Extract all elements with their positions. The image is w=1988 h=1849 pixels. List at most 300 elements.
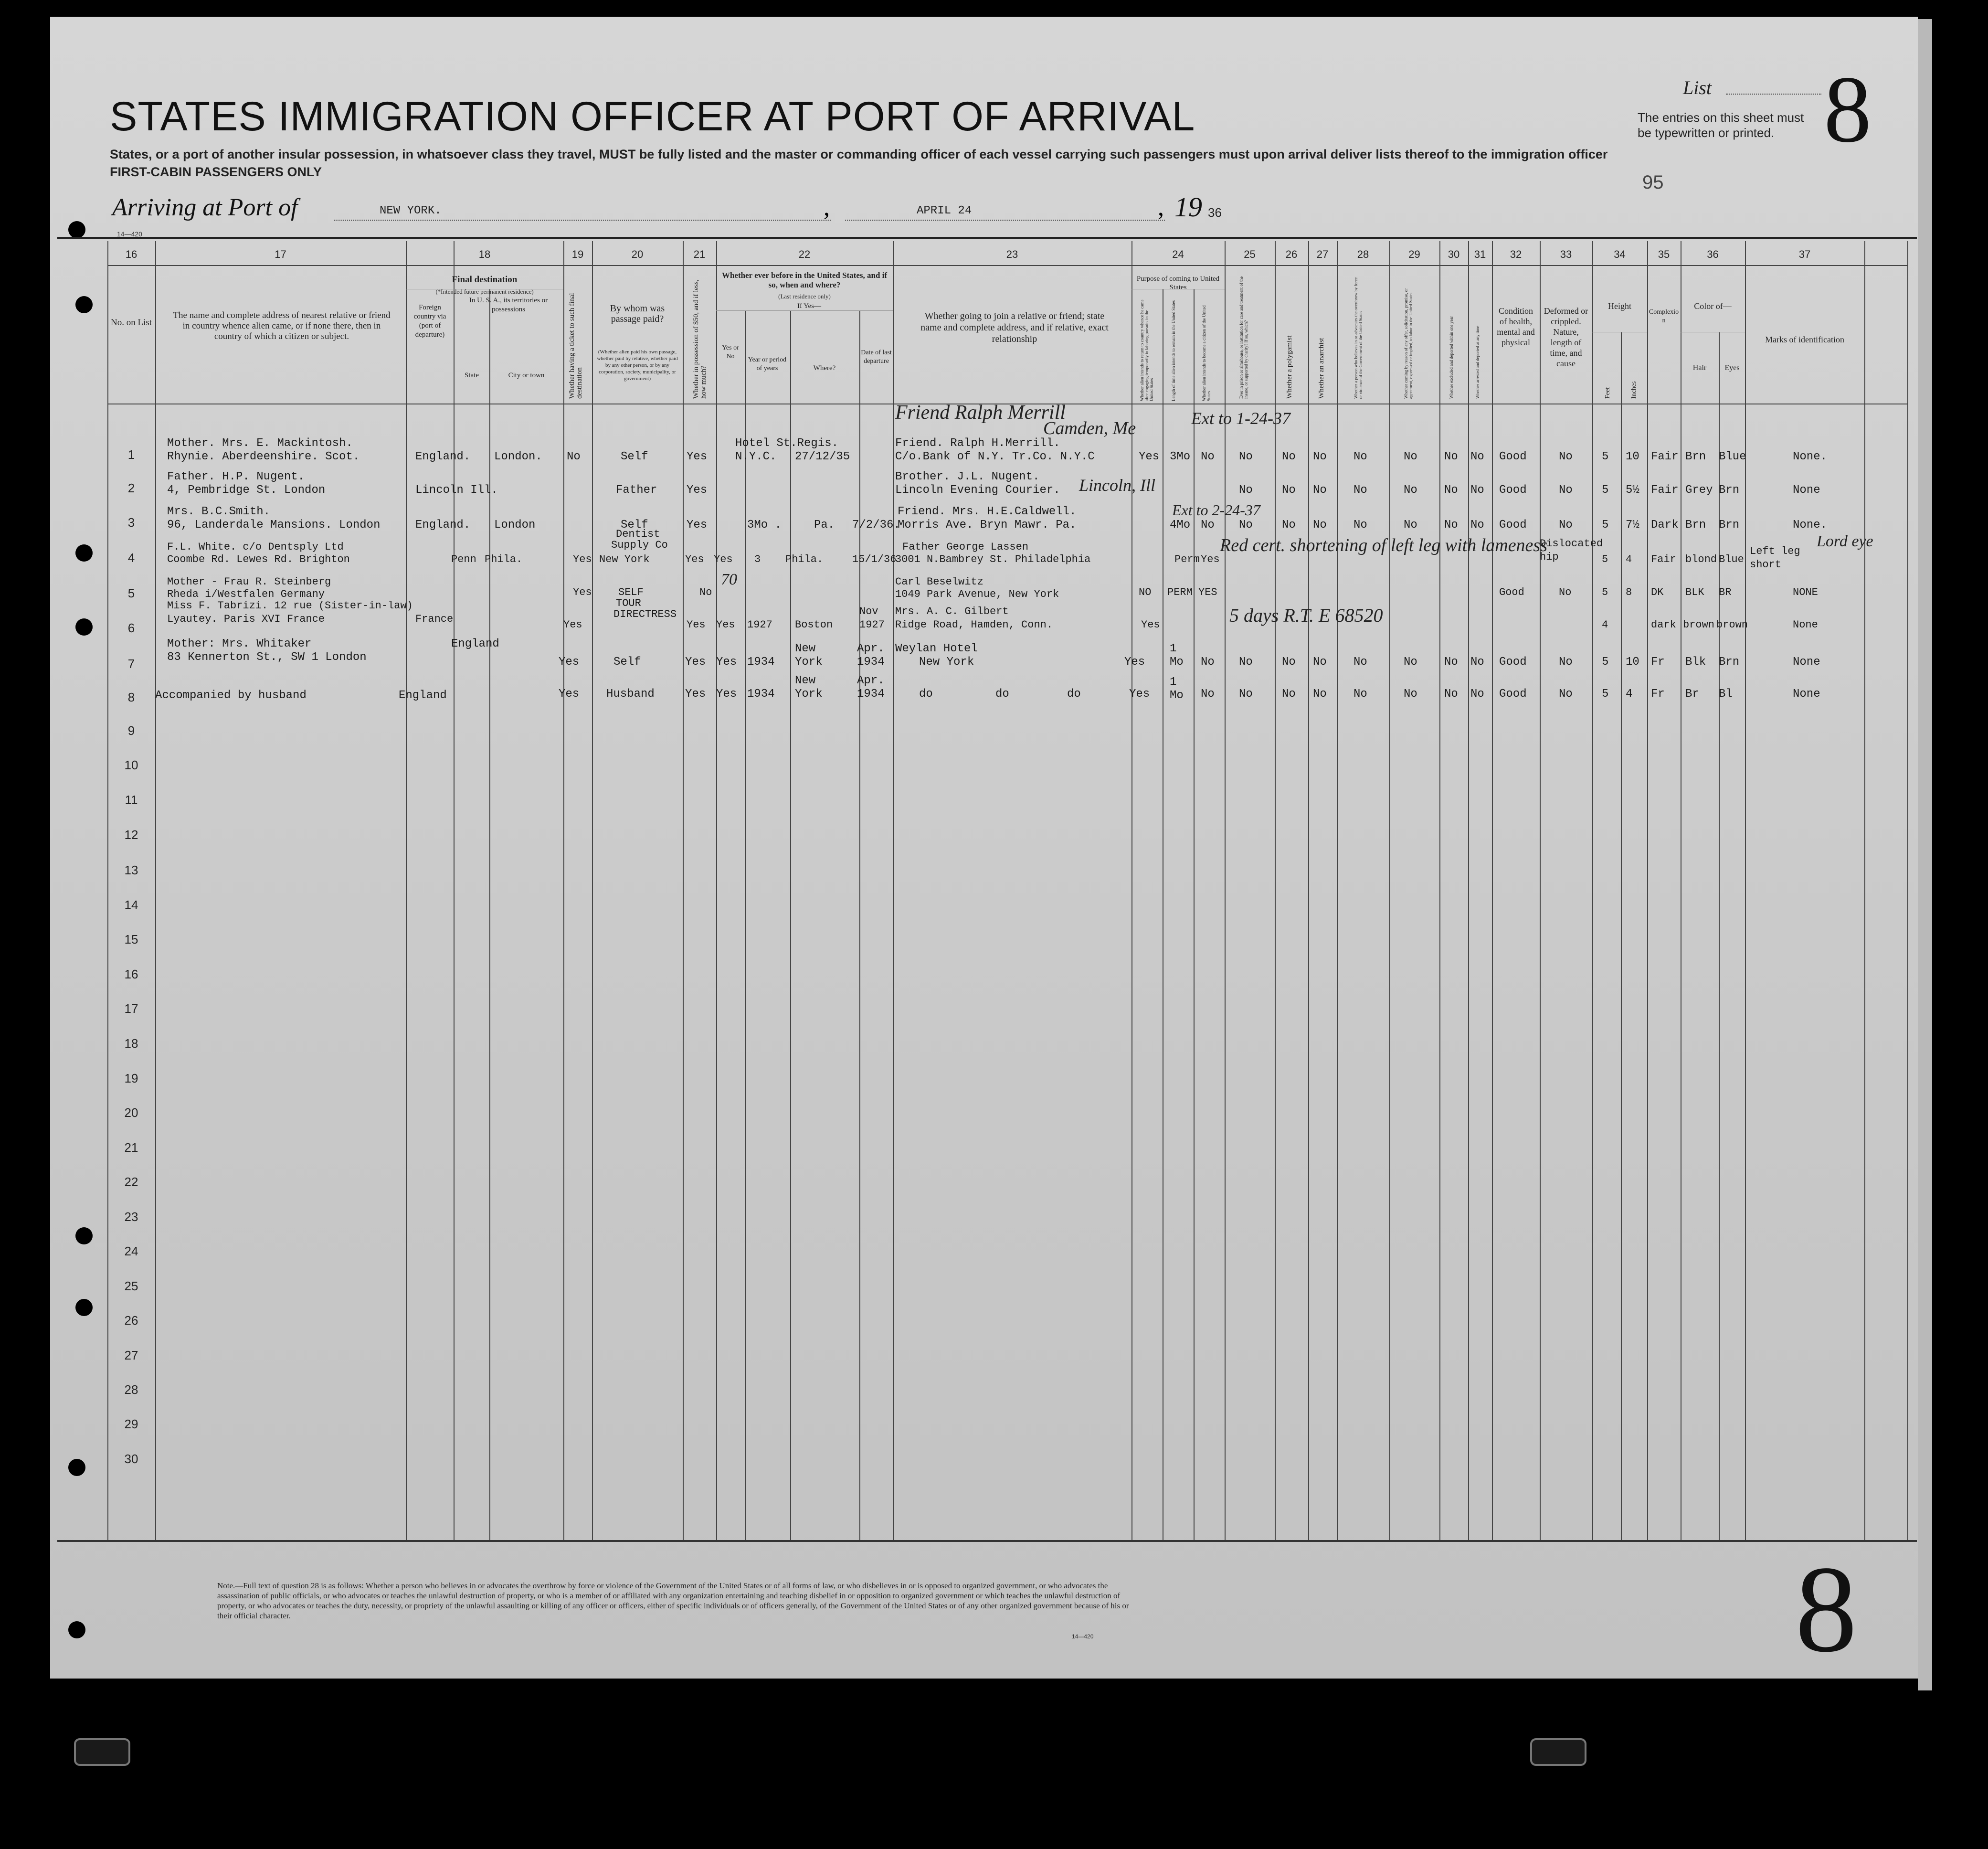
col-rule — [406, 241, 407, 1540]
cell-joining-address: Ridge Road, Hamden, Conn. — [895, 619, 1053, 631]
cell-relative-address: 96, Landerdale Mansions. London — [167, 519, 381, 531]
row-number: 14 — [124, 898, 138, 912]
cell-deported: No — [1470, 519, 1484, 531]
cell-overthrow: No — [1354, 688, 1367, 701]
row-number: 10 — [124, 758, 138, 772]
stamp-number: 95 — [1642, 172, 1664, 193]
cell-relative-address: 4, Pembridge St. London — [167, 484, 326, 497]
handwritten-lincoln: Lincoln, Ill — [1079, 476, 1155, 495]
cell-height-inches: 5½ — [1626, 484, 1639, 497]
cell-height-feet: 5 — [1602, 688, 1609, 701]
cell-complexion: dark — [1651, 619, 1676, 631]
cell-eyes: Brn — [1719, 656, 1740, 669]
cell-marks: None. — [1793, 519, 1828, 531]
cell-height-inches: 8 — [1626, 586, 1632, 598]
cell-passage-paid: Self — [621, 450, 648, 463]
column-number: 34 — [1614, 248, 1626, 260]
cell-complexion: Fair — [1651, 450, 1679, 463]
entries-note-line: be typewritten or printed. — [1638, 126, 1775, 140]
col-37-header: Marks of identification — [1765, 335, 1844, 344]
cell-height-feet: 5 — [1602, 484, 1609, 497]
cell-joining-address: C/o.Bank of N.Y. Tr.Co. N.Y.C — [895, 450, 1095, 463]
cell-health: Good — [1499, 450, 1527, 463]
col-17-header: The name and complete address of nearest relative or friend in country whence alien came, or if none there, then in country of which a citizen or subject. — [173, 310, 391, 341]
cell-passage-paid: Husband — [606, 688, 655, 701]
column-number: 19 — [571, 248, 584, 260]
col-22-yesno: Yes or No — [722, 344, 739, 360]
col-22-period: Year or period of years — [748, 356, 787, 372]
col-22-date: Date of last departure — [861, 349, 892, 365]
col-34-title: Height — [1608, 301, 1631, 311]
cell-relative-name: Mother. Mrs. E. Mackintosh. — [167, 437, 353, 450]
cell-height-feet: 5 — [1602, 519, 1609, 531]
cell-height-feet: 5 — [1602, 586, 1608, 598]
col-19-header: Whether having a ticket to such final destination — [568, 293, 583, 399]
col-rule — [859, 310, 860, 1540]
cell-polygamist: No — [1282, 688, 1296, 701]
cell-purpose-return: Yes — [1139, 450, 1160, 463]
form-code: 14—420 — [117, 230, 142, 238]
list-label: List — [1683, 77, 1712, 98]
footnote-form-code: 14—420 — [1072, 1633, 1094, 1640]
cell-ticket: Yes — [559, 688, 580, 701]
col-18-city: City or town — [508, 372, 545, 379]
cell-deported: No — [1470, 484, 1484, 497]
cell-money: Yes — [687, 619, 706, 631]
cell-marks: None — [1793, 656, 1820, 669]
handwritten-mark: Lord eye — [1817, 532, 1873, 550]
cell-deported: No — [1470, 688, 1484, 701]
column-number: 20 — [631, 248, 644, 260]
col-rule — [683, 241, 684, 1540]
cell-eyes: brown — [1716, 619, 1748, 631]
cell-joining: Carl Beselwitz — [895, 576, 983, 588]
row-number: 20 — [124, 1105, 138, 1120]
cell-complexion: Fair — [1651, 553, 1676, 565]
cell-joining: do — [919, 688, 933, 701]
cell-excluded: No — [1444, 688, 1458, 701]
header-subrule — [716, 310, 893, 311]
cell-purpose-return: Yes — [1129, 688, 1150, 701]
page-title: STATES IMMIGRATION OFFICER AT PORT OF ARRIVAL — [110, 94, 1195, 139]
cell-passage-paid-detail: Supply Co — [611, 539, 668, 551]
cell-relative-address: Rheda i/Westfalen Germany — [167, 588, 325, 600]
cell-purpose-citizen: Yes — [1201, 553, 1220, 565]
port-value: NEW YORK. — [380, 204, 442, 217]
cell-overthrow: No — [1354, 450, 1367, 463]
cell-anarchist: No — [1313, 519, 1327, 531]
cell-prev-date: 7/2/36. — [852, 519, 900, 531]
punch-hole — [68, 221, 85, 238]
cell-deformed: No — [1559, 519, 1573, 531]
cell-joining: Mrs. A. C. Gilbert — [895, 606, 1009, 617]
column-number: 23 — [1006, 248, 1018, 260]
cell-joining: Friend. Mrs. H.E.Caldwell. — [898, 505, 1077, 518]
cell-prev-yesno: Yes — [716, 619, 735, 631]
row-number: 15 — [124, 932, 138, 946]
handwritten-extension: Ext to 1-24-37 — [1191, 409, 1290, 428]
cell-money: Yes — [687, 484, 708, 497]
cell-purpose-return: Yes — [1141, 619, 1160, 631]
cell-foreign-country: England — [399, 689, 447, 702]
cell-deported: No — [1470, 450, 1484, 463]
cell-passage-paid: Self — [621, 519, 648, 531]
cell-relative-name: F.L. White. c/o Dentsply Ltd — [167, 541, 344, 553]
cell-purpose-return: Yes — [1124, 656, 1145, 669]
cell-eyes: Blue — [1719, 553, 1744, 565]
film-clip — [74, 1738, 130, 1766]
col-34-feet: Feet — [1604, 387, 1611, 399]
row-number: 9 — [127, 723, 135, 738]
cell-prev-yesno: Yes — [714, 553, 733, 565]
col-22-title: Whether ever before in the United States, and if so, when and where? — [721, 271, 888, 289]
page-subtitle-class: FIRST-CABIN PASSENGERS ONLY — [110, 165, 322, 179]
footnote: Note.—Full text of question 28 is as follows: Whether a person who believes in or advocates the overthrow by force or violence of the Government of the United States or of all forms of law, or who disbelieves in or is opposed to organized government, or who advocates the assassination of public officials, or who advocates or teaches the unlawful destruction of property, or who is a member of or affiliated with any organization entertaining and teaching disbelief in or opposition to organized government or which teaches the unlawful destruction of property, or who advocates or teaches the duty, necessity, or propriety of the unlawful assaulting or killing of any officer or officers, either of specific individuals or of officers generally, of the Government of the United States or of any other organized government because of his or their official character. — [217, 1581, 1129, 1620]
cell-joining-address: 1049 Park Avenue, New York — [895, 588, 1059, 600]
col-32-header: Condition of health, mental and physical — [1497, 306, 1535, 347]
cell-health: Good — [1499, 656, 1527, 669]
col-20-subheader: (Whether alien paid his own passage, whether paid by relative, whether paid by any other person, or by any corporation, society, municipality, or government) — [597, 349, 678, 382]
row-number: 7 — [127, 657, 135, 671]
cell-foreign-country: France — [415, 613, 454, 625]
row-number: 16 — [124, 967, 138, 981]
col-rule — [454, 241, 455, 1540]
handwritten-certificate-number: 5 days R.T. E 68520 — [1229, 605, 1383, 626]
entries-note — [1638, 110, 1804, 140]
cell-relative-name: Mother: Mrs. Whitaker — [167, 638, 312, 650]
column-number: 16 — [125, 248, 137, 260]
column-number: 27 — [1316, 248, 1329, 260]
cell-prev-date: Nov 1927 — [859, 606, 885, 631]
cell-deformed: Dislocated hip — [1540, 538, 1603, 563]
cell-relative-address: 83 Kennerton St., SW 1 London — [167, 651, 367, 664]
cell-relative-address: Rhynie. Aberdeenshire. Scot. — [167, 450, 360, 463]
col-30-header: Whether excluded and deported within one year — [1449, 316, 1454, 399]
cell-excluded: No — [1444, 519, 1458, 531]
col-rule — [1719, 332, 1720, 1540]
cell-prev-period: 3Mo . — [747, 519, 782, 531]
list-underline — [1726, 94, 1821, 95]
punch-hole — [75, 618, 93, 636]
col-rule — [563, 241, 564, 1540]
year-suffix: 36 — [1208, 205, 1222, 220]
col-rule — [155, 241, 156, 1540]
cell-prev-date: 15/1/36 — [852, 553, 897, 565]
col-rule — [107, 241, 108, 1540]
film-clip — [1530, 1738, 1586, 1766]
cell-joining-address: 3001 N.Bambrey St. Philadelphia — [895, 553, 1091, 565]
cell-height-inches: 10 — [1626, 450, 1639, 463]
cell-money: Yes — [685, 656, 706, 669]
column-number: 22 — [798, 248, 811, 260]
year-prefix: 19 — [1174, 191, 1202, 223]
col-rule — [1308, 241, 1309, 1540]
list-number: 8 — [1824, 57, 1872, 162]
cell-deformed: No — [1559, 688, 1573, 701]
row-number: 17 — [124, 1001, 138, 1016]
row-number: 27 — [124, 1348, 138, 1362]
cell-polygamist: No — [1282, 450, 1296, 463]
cell-polygamist: No — [1282, 484, 1296, 497]
row-number: 23 — [124, 1210, 138, 1224]
column-number: 21 — [693, 248, 706, 260]
col-rule — [1621, 332, 1622, 1540]
cell-prev-where: New York — [795, 674, 823, 701]
row-number: 26 — [124, 1313, 138, 1328]
cell-passage-paid: New York — [599, 553, 650, 565]
cell-eyes: Brn — [1719, 519, 1740, 531]
row-number: 25 — [124, 1279, 138, 1293]
cell-deformed: No — [1559, 656, 1573, 669]
column-number: 30 — [1448, 248, 1460, 260]
row-number: 8 — [127, 690, 135, 704]
cell-relative-name: Mother - Frau R. Steinberg — [167, 576, 331, 588]
cell-marks: None — [1793, 619, 1818, 631]
cell-joining: Father George Lassen — [902, 541, 1029, 553]
cell-prev-date: Apr. 1934 — [857, 674, 885, 701]
cell-prev-where: N.Y.C. — [735, 450, 777, 463]
col-26-header: Whether a polygamist — [1286, 335, 1293, 399]
cell-complexion: Fair — [1651, 484, 1679, 497]
cell-ticket: Yes — [563, 619, 582, 631]
col-27-header: Whether an anarchist — [1318, 338, 1325, 399]
col-22-ifyes: If Yes— — [797, 302, 821, 310]
cell-passage-paid-detail: TOUR — [616, 597, 641, 609]
col-28-header: Whether a person who believes in or advocates the overthrow by force or violence of the Government of the United States — [1354, 277, 1363, 399]
cell-excluded: No — [1444, 450, 1458, 463]
cell-hair: Brn — [1685, 450, 1706, 463]
row-number: 24 — [124, 1244, 138, 1258]
handwritten-friend: Friend Ralph Merrill — [895, 402, 1066, 424]
cell-joining-address: Lincoln Evening Courier. — [895, 484, 1060, 497]
col-24-length: Length of time alien intends to remain in the United States — [1171, 300, 1176, 401]
cell-prev-where: Hotel St.Regis. — [735, 437, 839, 450]
column-number: 36 — [1707, 248, 1719, 260]
cell-labor-offer: No — [1404, 450, 1417, 463]
cell-height-inches: 7½ — [1626, 519, 1639, 531]
col-rule — [1540, 241, 1541, 1540]
col-31-header: Whether arrested and deported at any time — [1475, 326, 1480, 399]
cell-deformed: No — [1559, 484, 1573, 497]
handwritten-camden: Camden, Me — [1043, 418, 1136, 438]
col-rule — [1468, 241, 1469, 1540]
col-22-where: Where? — [813, 364, 836, 372]
cell-height-feet: 5 — [1602, 656, 1609, 669]
column-number: 18 — [478, 248, 491, 260]
cell-hair: Brn — [1685, 519, 1706, 531]
punch-hole — [68, 1621, 85, 1638]
cell-city: London — [494, 519, 536, 531]
cell-prison: No — [1239, 519, 1253, 531]
cell-deformed: No — [1559, 586, 1572, 598]
cell-foreign-country: England. — [415, 450, 471, 463]
cell-hair: Br — [1685, 688, 1699, 701]
row-number: 29 — [124, 1417, 138, 1431]
col-24-return: Whether alien intends to return to country whence he came after engaging temporarily in laboring pursuits in the United States — [1140, 299, 1154, 401]
cell-marks: NONE — [1793, 586, 1818, 598]
cell-purpose-length: 3Mo — [1170, 450, 1191, 463]
row-number: 21 — [124, 1140, 138, 1155]
row-number: 30 — [124, 1452, 138, 1466]
punch-hole — [75, 544, 93, 562]
cell-hair: brown — [1683, 619, 1715, 631]
cell-prev-period: 3 — [754, 553, 761, 565]
date-underline — [845, 220, 1165, 221]
cell-prev-period: 1934 — [747, 688, 775, 701]
row-number: 6 — [127, 621, 135, 635]
col-rule — [1492, 241, 1493, 1540]
column-number: 17 — [275, 248, 286, 260]
cell-purpose-citizen: No — [1201, 688, 1215, 701]
row-number: 4 — [127, 551, 135, 565]
cell-joining-address: Morris Ave. Bryn Mawr. Pa. — [898, 519, 1077, 531]
col-29-header: Whether coming by reason of any offer, solicitation, promise, or agreement, expressed or implied, to labor in the United States — [1404, 288, 1413, 399]
cell-city: London. — [494, 450, 542, 463]
cell-purpose-length: Perm — [1174, 553, 1200, 565]
col-35-header: Complexion — [1649, 308, 1679, 324]
cell-eyes: Bl — [1719, 688, 1733, 701]
cell-labor-offer: No — [1404, 484, 1417, 497]
page-subtitle: States, or a port of another insular possession, in whatsoever class they travel, MUST be fully listed and the master or commanding officer of each vessel carrying such passengers must upon arrival deliver lists thereof to the immigration officer — [110, 147, 1608, 161]
cell-ticket: Yes — [573, 553, 592, 565]
cell-purpose-length: PERM — [1167, 586, 1193, 598]
cell-purpose-citizen: No — [1201, 450, 1215, 463]
port-underline — [334, 220, 831, 221]
cell-state: Lincoln Ill. — [415, 484, 498, 497]
cell-complexion: Fr — [1651, 656, 1665, 669]
cell-prison: No — [1239, 656, 1253, 669]
cell-money: Yes — [685, 553, 704, 565]
cell-ticket: No — [567, 450, 581, 463]
comma: , — [824, 194, 830, 221]
col-16-header: No. on List — [110, 318, 152, 328]
row-number: 1 — [127, 447, 135, 462]
cell-deported: No — [1470, 656, 1484, 669]
cell-complexion: Dark — [1651, 519, 1679, 531]
cell-labor-offer: No — [1404, 519, 1417, 531]
row-number: 13 — [124, 863, 138, 877]
cell-hair: Grey — [1685, 484, 1713, 497]
col-21-header: Whether in possession of $50, and if less, how much? — [692, 279, 708, 399]
cell-money: Yes — [687, 450, 708, 463]
cell-passage-paid: Father — [616, 484, 657, 497]
cell-health: Good — [1499, 586, 1524, 598]
cell-marks: None — [1793, 688, 1820, 701]
row-number: 5 — [127, 586, 135, 600]
cell-prev-period: 1934 — [747, 656, 775, 669]
col-rule — [893, 241, 894, 1540]
cell-health: Good — [1499, 688, 1527, 701]
row-number: 18 — [124, 1036, 138, 1051]
cell-passage-paid: DIRECTRESS — [613, 608, 677, 620]
col-rule — [716, 241, 717, 1540]
handwritten-extension: Ext to 2-24-37 — [1172, 501, 1260, 519]
column-number: 35 — [1658, 248, 1670, 260]
col-36-hair: Hair — [1692, 364, 1707, 372]
cell-prev-where: Pa. — [814, 519, 835, 531]
entries-note-line: The entries on this sheet must — [1638, 110, 1804, 125]
cell-labor-offer: No — [1404, 656, 1417, 669]
col-rule — [1647, 241, 1648, 1540]
col-18-foreign: Foreign country via (port of departure) — [413, 304, 446, 339]
cell-joining: Brother. J.L. Nugent. — [895, 470, 1040, 483]
cell-overthrow: No — [1354, 656, 1367, 669]
header-rule — [57, 237, 1917, 239]
cell-anarchist: No — [1313, 484, 1327, 497]
cell-relative-name: Mrs. B.C.Smith. — [167, 505, 271, 518]
cell-purpose-citizen: YES — [1198, 586, 1217, 598]
cell-passage-paid: Self — [613, 656, 641, 669]
column-number: 24 — [1172, 248, 1184, 260]
row-number: 12 — [124, 828, 138, 842]
column-number: 25 — [1244, 248, 1256, 260]
cell-prev-yesno: Yes — [716, 688, 737, 701]
cell-height-feet: 5 — [1602, 553, 1608, 565]
column-number: 28 — [1357, 248, 1369, 260]
cell-prev-where: Phila. — [785, 553, 824, 565]
cell-complexion: Fr — [1651, 688, 1665, 701]
punch-hole — [75, 1299, 93, 1316]
col-rule — [592, 241, 593, 1540]
sheet-edge — [1918, 19, 1932, 1690]
row-number: 2 — [127, 481, 135, 495]
cell-money: Yes — [685, 688, 706, 701]
cell-prev-period: 1927 — [747, 619, 772, 631]
handwritten-amount: 70 — [721, 571, 737, 588]
col-36-title: Color of— — [1694, 301, 1732, 311]
cell-joining-ditto: do — [1067, 688, 1081, 701]
cell-health: Good — [1499, 484, 1527, 497]
col-18-title: Final destination — [452, 275, 518, 285]
col-rule — [489, 289, 490, 1540]
handwritten-certificate-note: Red cert. shortening of left leg with lameness — [1220, 535, 1548, 555]
cell-excluded: No — [1444, 656, 1458, 669]
cell-purpose-citizen: No — [1201, 519, 1215, 531]
manifest-table — [107, 241, 1907, 1540]
cell-height-inches: 4 — [1626, 688, 1633, 701]
row-number: 11 — [125, 793, 138, 807]
cell-money: No — [699, 586, 712, 598]
col-25-header: Ever in prison or almshouse, or institution for care and treatment of the insane, or supported by charity? If so, which? — [1239, 276, 1248, 399]
col-rule — [745, 310, 746, 1540]
col-36-eyes: Eyes — [1724, 364, 1740, 372]
comma: , — [1158, 194, 1164, 221]
date-value: APRIL 24 — [917, 204, 972, 217]
cell-hair: blond — [1685, 553, 1717, 565]
cell-excluded: No — [1444, 484, 1458, 497]
col-18-subtitle: (*Intended future permanent residence) — [435, 288, 534, 295]
col-rule — [1745, 241, 1746, 1540]
cell-money: Yes — [687, 519, 708, 531]
cell-marks: Left leg short — [1750, 545, 1800, 571]
col-24-title: Purpose of coming to United States — [1136, 275, 1220, 291]
cell-marks: None. — [1793, 450, 1828, 463]
cell-purpose-citizen: No — [1201, 656, 1215, 669]
cell-prison: No — [1239, 450, 1253, 463]
cell-joining: Weylan Hotel — [895, 642, 978, 655]
col-20-header: By whom was passage paid? — [610, 303, 665, 324]
cell-ticket: Yes — [573, 586, 592, 598]
cell-polygamist: No — [1282, 656, 1296, 669]
cell-city: Phila. — [485, 553, 523, 565]
col-rule — [790, 310, 791, 1540]
cell-relative-address: Lyautey. Paris XVI France — [167, 613, 325, 625]
col-23-header: Whether going to join a relative or friend; state name and complete address, and if relative, exact relationship — [920, 311, 1109, 344]
cell-height-inches: 4 — [1602, 619, 1608, 631]
cell-prison: No — [1239, 688, 1253, 701]
cell-height-feet: 5 — [1602, 450, 1609, 463]
col-rule — [1194, 289, 1195, 1540]
